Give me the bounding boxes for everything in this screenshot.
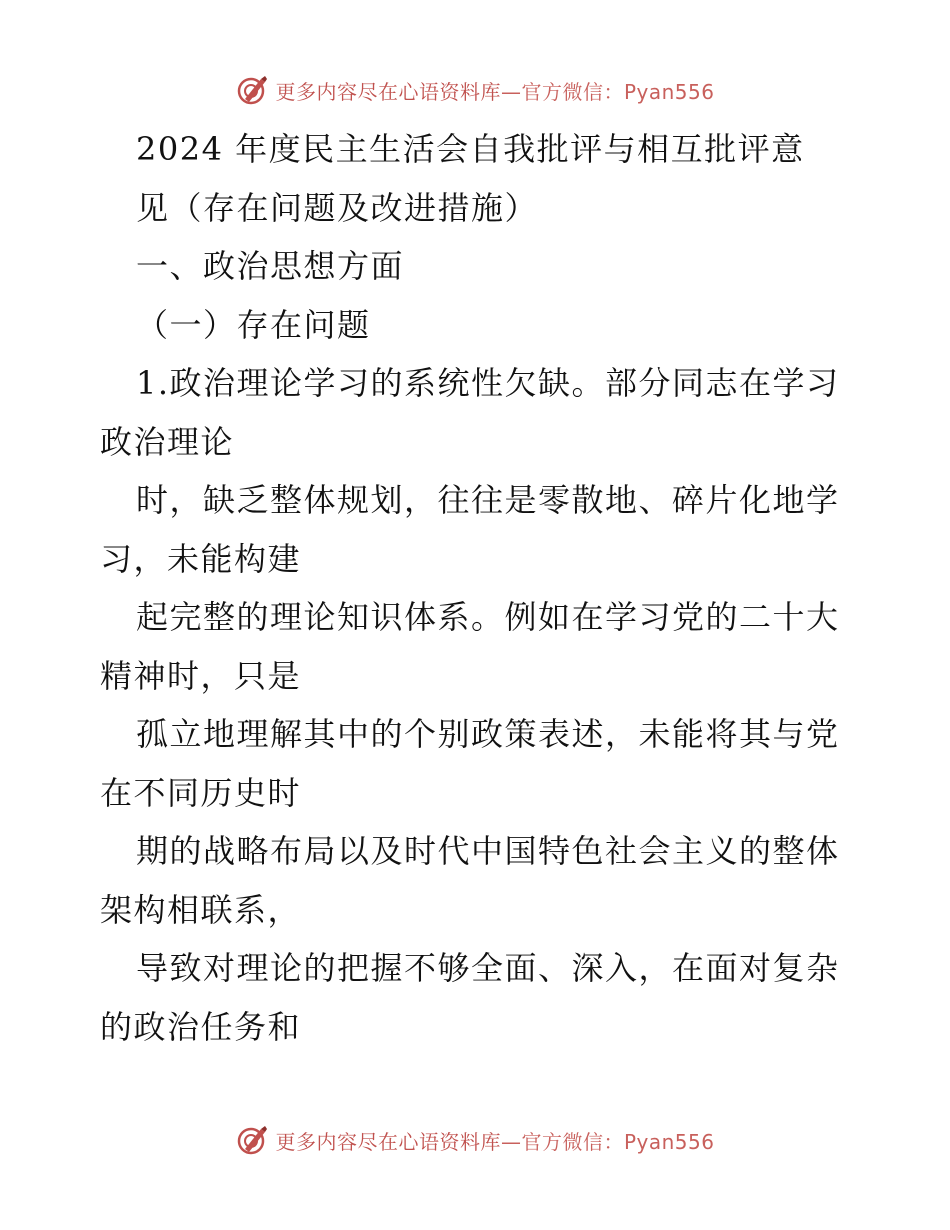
- paragraph-line: 孤立地理解其中的个别政策表述，未能将其与党: [136, 715, 840, 753]
- pen-logo-icon: [235, 1123, 269, 1157]
- header-watermark-banner: [0, 70, 950, 110]
- footer-site-name: 更多内容尽在心语资料库: [275, 1129, 501, 1154]
- paragraph-line: 导致对理论的把握不够全面、深入，在面对复杂: [136, 949, 840, 987]
- paragraph-line: 架构相联系，: [100, 890, 302, 929]
- header-site-name: 更多内容尽在心语资料库: [275, 79, 501, 104]
- paragraph-line: 政治理论: [100, 422, 235, 461]
- paragraph-line: 时，缺乏整体规划，往往是零散地、碎片化地学: [136, 481, 840, 519]
- footer-watermark-text: [275, 1126, 714, 1155]
- paragraph-line: 起完整的理论知识体系。例如在学习党的二十大: [136, 598, 840, 636]
- paragraph-line: 精神时，只是: [100, 656, 302, 695]
- pen-logo-icon: [235, 73, 269, 107]
- paragraph-line: 期的战略布局以及时代中国特色社会主义的整体: [136, 832, 840, 870]
- footer-wechat-id: —官方微信：Pyan556: [500, 1129, 715, 1154]
- header-watermark-text: [275, 76, 714, 105]
- document-body: [100, 120, 860, 1056]
- paragraph-line: 习，未能构建: [100, 539, 302, 578]
- footer-watermark-banner: [0, 1120, 950, 1160]
- document-title-line-2: 见（存在问题及改进措施）: [136, 188, 539, 227]
- header-wechat-id: —官方微信：Pyan556: [500, 79, 715, 104]
- paragraph-line: 1.政治理论学习的系统性欠缺。部分同志在学习: [136, 364, 840, 402]
- paragraph-line: 的政治任务和: [100, 1007, 302, 1046]
- section-heading: 一、政治思想方面: [136, 247, 405, 285]
- subsection-heading: （一）存在问题: [136, 305, 371, 344]
- paragraph-line: 在不同历史时: [100, 773, 302, 812]
- document-title-line-1: 2024 年度民主生活会自我批评与相互批评意: [136, 130, 805, 168]
